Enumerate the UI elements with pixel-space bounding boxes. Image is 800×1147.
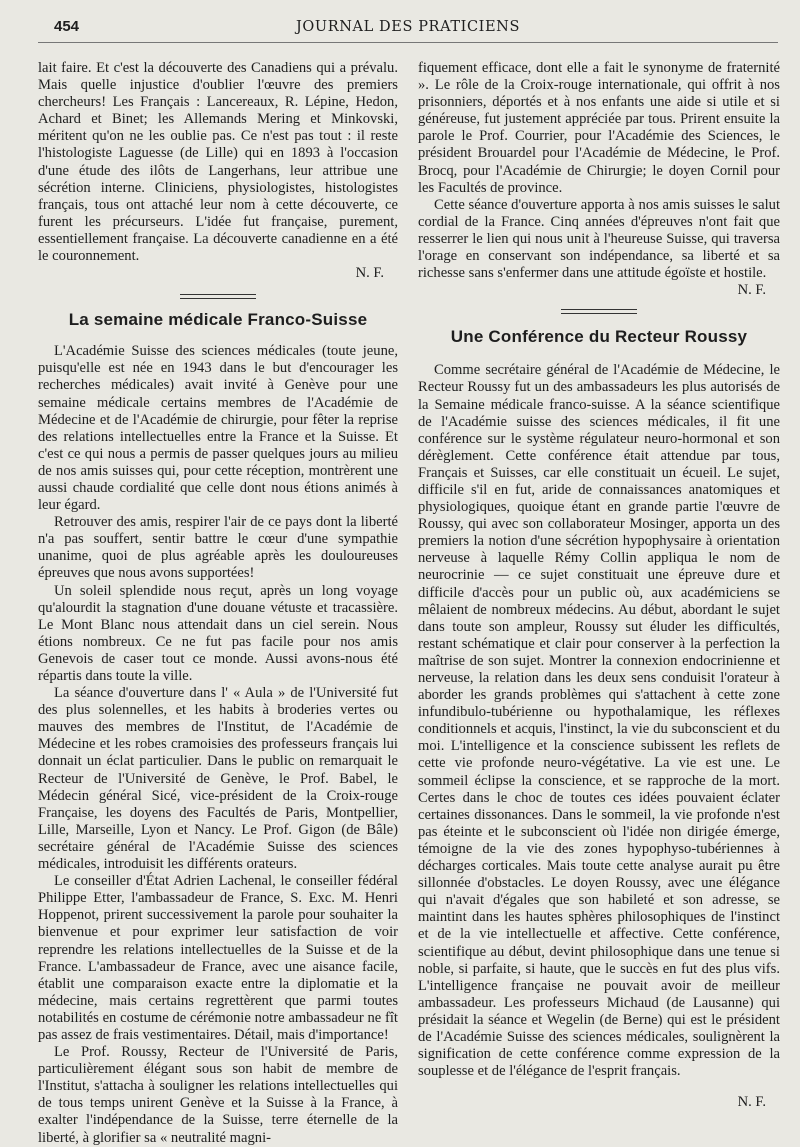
article-paragraph: Un soleil splendide nous reçut, après un long voyage qu'alourdit la stagnation d'une douane vétuste et tracassière. Le Mont Blanc nous attendait dans un ciel serein. Nous étions nombreux. Ce ne fut pas facile pour nos amis Genevois de caser tout ce monde. Aussi avons-nous été répartis dans toute la ville. [38,582,398,684]
author-signature: N. F. [737,1094,766,1111]
article-title: Une Conférence du Recteur Roussy [450,327,748,347]
article-paragraph: Le conseiller d'État Adrien Lachenal, le conseiller fédéral Philippe Etter, l'ambassadeur de France, S. Exc. M. Henri Hoppenot, prirent successivement la parole pour souhaiter la bienvenue et pour exprimer leur satisfaction de voir reprendre les relations intellectuelles de la Suisse et de la France. L'ambassadeur de France, avec une aisance facile, établit une comparaison exacte entre la diplomatie et la médecine, mais certains regrettèrent que parmi toutes notabilités en costume de cérémonie notre ambassadeur ne fît pas assez de frais vestimentaires. Détail, mais d'importance! [38,873,398,1043]
left-column [38,60,398,1147]
article-title: La semaine médicale Franco-Suisse [68,310,368,330]
section-divider [180,294,256,299]
running-head: JOURNAL DES PRATICIENS [296,19,520,35]
page-number: 454 [54,18,80,35]
right-column [418,60,780,1111]
article-paragraph: Cette séance d'ouverture apporta à nos amis suisses le salut cordial de la France. Cinq années d'épreuves n'ont fait que resserrer le lien qui nous unit à l'heureuse Suisse, qui traversa l'orage en conservant son indépendance, sa liberté et sa richesse sans s'enfermer dans une attitude égoïste et hostile. [418,196,780,282]
article-paragraph: La séance d'ouverture dans l' « Aula » de l'Université fut des plus solennelles, et les habits à broderies vertes ou mauves des membres de l'Institut, de l'Académie de Médecine et les robes cramoisies des professeurs français lui donnait un éclat particulier. Dans le public on remarquait le Recteur de l'Université de Genève, le Prof. Babel, le Médecin général Sicé, vice-président de la Croix-rouge Française, les doyens des Facultés de Paris, Montpellier, Lille, Marseille, Lyon et Nancy. Le Prof. Gigon (de Bâle) secrétaire général de l'Académie Suisse des sciences médicales, introduisit les différents orateurs. [38,685,398,873]
continuation-paragraph: fiquement efficace, dont elle a fait le synonyme de fraternité ». Le rôle de la Croix-rouge internationale, qui offrit à nos prisonniers, déportés et à nos enfants une aide si utile et si généreuse, fut justement appréciée par tous. Prirent ensuite la parole le Prof. Courrier, pour l'Académie des Sciences, le président Brouardel pour l'Académie de Médecine, le Prof. Brocq, pour l'Académie de Chirurgie; le doyen Cornil pour les Facultés de province. [418,60,780,196]
article-paragraph: L'Académie Suisse des sciences médicales (toute jeune, puisqu'elle est née en 1943 dans le but d'encourager les recherches médicales) avait invité à Genève pour une semaine médicale certains membres de l'Académie de Médecine et de l'Académie de chirurgie, pour fêter la reprise des relations intellectuelles entre la France et la Suisse. Et c'est ce qui nous a permis de passer quelques jours au milieu de nos amis suisses qui, pour cette réception, montrèrent une aussi chaude cordialité que celle dont nous étions animés à leur égard. [38,343,398,514]
author-signature: N. F. [355,265,384,282]
page-header [38,16,778,43]
article-paragraph: Retrouver des amis, respirer l'air de ce pays dont la liberté n'a pas souffert, sentir battre le cœur d'une sympathie unanime, quoi de plus agréable après les douloureuses épreuves que nous avons supportées! [38,514,398,582]
article-paragraph: Comme secrétaire général de l'Académie de Médecine, le Recteur Roussy fut un des ambassadeurs les plus autorisés de la Semaine médicale franco-suisse. A la séance scientifique de l'Académie suisse des sciences médicales, il fit une conférence sur le système régulateur neuro-hormonal et son dérèglement. Cette conférence était attendue par tous, Français et Suisses, car elle constituait un écueil. Le sujet, difficile s'il en fut, aride de connaissances anatomiques et physiologiques, quoique étant en grande partie l'œuvre de Roussy, qui avec son collaborateur Mosinger, apporta un des premiers la notion d'une sécrétion hypophysaire à orientation nerveuse à laquelle Rémy Collin appliqua le nom de neurocrinie — ce sujet constituait une épreuve dure et difficile d'accès pour un public où, aux académiciens se mêlaient de nombreux médecins. Au début, abordant le sujet dans toute son ampleur, Roussy sut éluder les difficultés, restant schématique et clair pour conserver à la perfection la maîtrise de son sujet. Montrer la connexion endocrinienne et nerveuse, la relation dans les deux sens conduisit l'orateur à aborder les grands problèmes qui s'attachent à cette zone infundibulo-tubérienne ou hypothalamique, les réflexes conditionnels et acquis, l'instinct, la vie du subconscient et du moi. L'intelligence et la conscience subissent les reflets de cette vie profonde neuro-végétative. La vie est une. Le sommeil éclipse la conscience, et se rapproche de la mort. Certes dans le choc de toutes ces idées pouvaient éclater certaines dissonances. Dans le sommeil, la vie profonde n'est pas éteinte et le subconscient où l'idée non dirigée émerge, témoigne de la vie des zones hypophyso-tubériennes à décharges corticales. Mais toute cette analyse aurait pu être sillonnée d'obstacles. Le doyen Roussy, avec une élégance qui n'avait d'égales que son habileté et son adresse, se maintint dans les hautes sphères philosophiques de l'instinct et de la vie intellectuelle et affective. Cette conférence, scientifique au début, devint philosophique dans une tenue si noble, si parfaite, si haute, que le succès en fut des plus vifs. L'intelligence française ne pouvait avoir de meilleur ambassadeur. Les professeurs Michaud (de Lausanne) qui présidait la séance et Wegelin (de Berne) qui est le président de l'Académie Suisse des sciences médicales, soulignèrent la signification de cette conférence comme expression de la souplesse et de l'élégance de l'esprit français. [418,362,780,1080]
intro-paragraph: lait faire. Et c'est la découverte des Canadiens qui a prévalu. Mais quelle injustice d'oublier l'œuvre des premiers chercheurs! Les Français : Lancereaux, R. Lépine, Hedon, Achard et Binet; les Allemands Mering et Minkovski, méritent qu'on ne les oublie pas. Ce n'est pas tout : il reste l'histologiste Laguesse (de Lille) qui en 1893 à l'occasion d'une étude des ilôts de Langerhans, leur attribue une sécrétion interne. Cliniciens, physiologistes, histologistes français, tous ont attaché leur nom à cette découverte, ce furent les précurseurs. L'idée fut française, purement, essentiellement française. La découverte canadienne en a été le couronnement. [38,60,398,265]
section-divider [561,309,637,314]
article-paragraph: Le Prof. Roussy, Recteur de l'Université de Paris, particulièrement élégant sous son habit de membre de l'Institut, s'attacha à souligner les relations intellectuelles qui de tous temps unirent Genève et la Suisse à la France, à exalter l'indépendance de la Suisse, terre éternelle de la liberté, à glorifier sa « neutralité magni- [38,1044,398,1146]
author-signature: N. F. [737,282,766,299]
